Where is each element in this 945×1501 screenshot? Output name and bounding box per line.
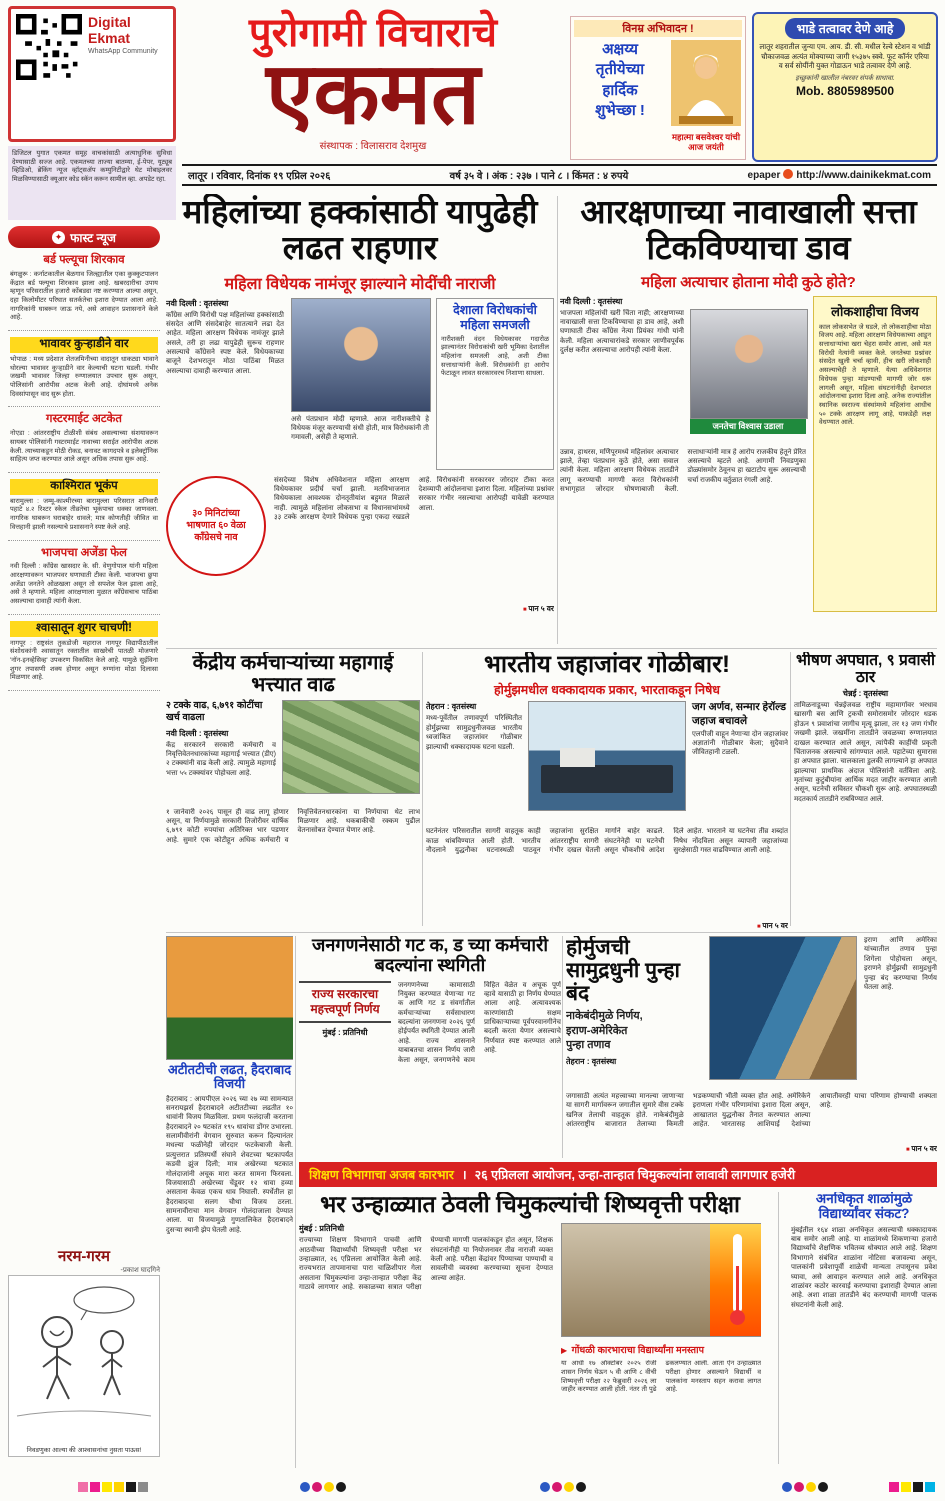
column-rule <box>422 652 423 926</box>
article-dateline: नवी दिल्ली : वृतसंस्था <box>166 298 229 308</box>
fast-news-item-title: श्वासातून शुगर चाचणी! <box>10 621 158 637</box>
tribute-caption-line2: आज जयंती <box>688 142 724 153</box>
greeting-line: शुभेच्छा ! <box>595 101 645 119</box>
column-rule <box>790 652 791 926</box>
list-item <box>8 331 160 407</box>
article-ship-attack <box>426 652 788 930</box>
article-kicker-line: इराण-अमेरिकेत <box>566 1024 628 1037</box>
article-body: घटनेनंतर परिसरातील सागरी वाहतूक काही काळ थांबविण्यात आली होती. भारतीय नौदलाने युद्धनौका घटनास्थळी पाठवून जहाजांना सुरक्षित मार्गाने बाहेर काढले. आंतरराष्ट्रीय सागरी संघटनेनेही या घटनेची गंभीर दखल घेतली असून चौकशीचे आदेश दिले आहेत. भारताने या घटनेचा तीव्र शब्दांत निषेध नोंदविला असून व्यापारी जहाजांच्या सुरक्षेसाठी गस्त वाढविण्यात आली आहे. <box>426 828 788 855</box>
education-banner <box>299 1162 937 1187</box>
article-accident <box>794 652 937 930</box>
fast-news-header <box>8 226 160 248</box>
print-registration-mark <box>552 1482 562 1492</box>
democracy-sidebox <box>813 296 937 612</box>
article-kicker-line: नाकेबंदीमुळे निर्णय, <box>566 1010 643 1023</box>
digital-box-title: Digital Ekmat <box>88 14 131 47</box>
article-headline: महिलांच्या हक्कांसाठी यापुढेही लढत राहणार <box>182 194 538 267</box>
article-dateline: मुंबई : प्रतिनिधी <box>299 1224 345 1234</box>
article-body: मध्य-पूर्वेतील तणावपूर्ण परिस्थितीत होर्मुझच्या सामुद्रधुनीजवळ भारतीय ध्वजांकित जहाजांवर गोळीबार झाल्याची धक्कादायक घटना घडली. <box>426 715 522 751</box>
sidebox-title: देशाला विरोधकांची महिला समजली <box>453 302 537 332</box>
page-jump-note: ■ पान ५ वर <box>426 921 788 930</box>
print-registration-mark <box>300 1482 310 1492</box>
photo-caption: जनतेचा विश्वास उडाला <box>690 419 806 434</box>
article-women-rights <box>166 194 554 646</box>
article-body: तामिळनाडूच्या चेन्नईजवळ राष्ट्रीय महामार्गावर भरधाव खासगी बस आणि ट्रकची समोरासमोर जोरदार धडक होऊन ९ प्रवाशांचा जागीच मृत्यू झाला, तर १३ जण गंभीर जखमी झाले. जखमींना तातडीने जवळच्या रुग्णालयात दाखल करण्यात आले असून, त्यांपैकी काहींची प्रकृती चिंताजनक असल्याचे सांगण्यात आले. पहाटेच्या सुमारास हा अपघात झाला. चालकाला डुलकी लागल्याने हा अपघात झाल्याचा प्राथमिक अंदाज पोलिसांनी वर्तविला आहे. मृतांच्या कुटुंबीयांना आर्थिक मदत जाहीर करण्यात आली असून, घटनेची सविस्तर चौकशी सुरू आहे. अपघातस्थळी मदतकार्य तातडीने राबविण्यात आले. <box>794 702 937 803</box>
print-registration-mark <box>312 1482 322 1492</box>
article-body: इराण आणि अमेरिका यांच्यातील तणाव पुन्हा शिगेला पोहोचला असून, इराणने होर्मुझची सामुद्रधुनी पुन्हा बंद करण्याचा निर्णय घेतला आहे. <box>864 937 937 991</box>
article-dateline: तेहरान : वृतसंस्था <box>566 1057 617 1067</box>
print-registration-mark <box>913 1482 923 1492</box>
print-registration-mark <box>889 1482 899 1492</box>
print-registration-mark <box>336 1482 346 1492</box>
article-headline: आरक्षणाच्या नावाखाली सत्ता टिकविण्याचा डाव <box>580 194 917 267</box>
fast-news-panel <box>8 226 160 1242</box>
rent-ad-mobile: Mob. 8805989500 <box>795 84 895 99</box>
column-rule <box>778 1192 779 1464</box>
issue-info: वर्ष ३५ वे । अंक : २३७ । पाने ८ । किंमत : ४ रुपये <box>449 171 629 182</box>
list-item <box>8 248 160 331</box>
photo-caption-title: गोंधळी कारभाराचा विद्यार्थ्यांना मनस्ताप <box>571 1345 704 1357</box>
fast-news-title: फास्ट न्यूज <box>70 230 116 245</box>
cricket-photo <box>166 936 293 1060</box>
article-exam <box>299 1192 761 1468</box>
article-headline: भारतीय जहाजांवर गोळीबार! <box>484 652 730 678</box>
fast-news-item-body: बंगळुरू : कर्नाटकातील बेळगाव जिल्ह्यातील एका कुक्कुटपालन केंद्रात बर्ड फ्ल्यूचा शिरकाव झाला आहे. खबरदारीचा उपाय म्हणून परिसरातील हजारो कोंबड्या नष्ट करण्यात आल्या असून, दहा किलोमीटर परिघात सतर्कतेचा इशारा देण्यात आला आहे. नागरिकांनी घाबरून जाऊ नये, असे आवाहन प्रशासनाने केले आहे. <box>10 270 158 322</box>
banner-rest: २६ एप्रिलला आयोजन, उन्हा-तान्हात चिमुकल्यांना लावावी लागणार हजेरी <box>474 1168 796 1182</box>
print-registration-mark <box>901 1482 911 1492</box>
article-headline: केंद्रीय कर्मचाऱ्यांच्या महागाई भत्त्यात वाढ <box>192 652 394 696</box>
sidebox-body: नारीशक्ती वंदन विधेयकावर गदारोळ झाल्यानंतर विरोधकांची खरी भूमिका देशातील महिलांना समजली आहे, अशी टीका सत्ताधाऱ्यांनी केली. विरोधकांनी हा आरोप फेटाळून लावत सरकारवरच निशाणा साधला. <box>441 335 549 378</box>
fast-news-item-title: गस्टरमाईट अटकेत <box>46 413 122 426</box>
tribute-box <box>570 16 746 160</box>
article-headline: भर उन्हाळ्यात ठेवली चिमुकल्यांची शिष्यवृत्ती परीक्षा <box>320 1192 740 1217</box>
thermometer-graphic <box>710 1224 761 1336</box>
article-body: उन्नाव, हाथरस, मणिपूरमध्ये महिलांवर अत्याचार झाले, तेव्हा पंतप्रधान कुठे होते, असा सवाल त्यांनी केला. महिला आरक्षण विधेयक तातडीने लागू करण्याची मागणी करत विरोधकांनी सभागृहात जोरदार घोषणाबाजी केली. सत्ताधाऱ्यांनी मात्र हे आरोप राजकीय हेतूने प्रेरित असल्याचे म्हटले आहे. आगामी निवडणुका डोळ्यांसमोर ठेवूनच हा खटाटोप सुरू असल्याची चर्चा राजकीय वर्तुळात रंगली आहे. <box>560 448 806 494</box>
epaper-label: epaper <box>747 170 781 181</box>
digital-promo-box <box>8 6 176 142</box>
fast-news-item-title: काश्मिरात भूकंप <box>10 479 158 495</box>
print-registration-mark <box>818 1482 828 1492</box>
date-strip <box>182 164 937 186</box>
print-registration-mark <box>102 1482 112 1492</box>
article-dateline: नवी दिल्ली : वृतसंस्था <box>166 728 229 738</box>
print-registration-mark <box>126 1482 136 1492</box>
article-headline: जनगणनेसाठी गट क, ड च्या कर्मचारी बदल्यांना स्थगिती <box>311 936 549 975</box>
website-url[interactable]: http://www.dainikekmat.com <box>796 170 931 181</box>
article-headline: होर्मुजची सामुद्रधुनी पुन्हा बंद <box>566 936 680 1006</box>
article-subhead: महिला विधेयक नामंजूर झाल्याने मोदींची नाराजी <box>224 275 496 293</box>
article-kicker: २ टक्के वाढ, ६,७९१ कोटींचा खर्च वाढला <box>166 700 263 724</box>
article-body: संसदेच्या विशेष अधिवेशनात महिला आरक्षण विधेयकावर प्रदीर्घ चर्चा झाली. मतविभाजनात विधेयकाला आवश्यक दोनतृतीयांश बहुमत मिळाले नाही. त्यामुळे महिलांना लोकसभा व विधानसभांमध्ये ३३ टक्के आरक्षण देणारे विधेयक पुन्हा एकदा रखडले आहे. विरोधकांनी सरकारवर जोरदार टीका करत देशव्यापी आंदोलनाचा इशारा दिला. महिलांच्या प्रश्नांवर सरकार गंभीर नसल्याचा आरोपही यावेळी करण्यात आला. <box>274 476 554 522</box>
print-registration-mark <box>114 1482 124 1492</box>
print-registration-mark <box>794 1482 804 1492</box>
fast-news-item-body: नवी दिल्ली : काँग्रेस खासदार के. सी. वेणुगोपाल यांनी महिला आरक्षणावरून भाजपवर घणाघाती टीका केली. भाजपचा छुपा अजेंडा जनतेने ओळखला असून तो सपशेल फेल झाला आहे, असे ते म्हणाले. महिला आरक्षणाला मुळात काँग्रेसचाच पाठिंबा असल्याचा दावाही त्यांनी केला. <box>10 563 158 606</box>
article-kicker: राज्य सरकारचा महत्त्वपूर्ण निर्णय <box>299 981 391 1023</box>
column-rule <box>295 936 296 1468</box>
cartoon-box <box>8 1275 160 1457</box>
article-body: मुंबईतील १६४ शाळा अनधिकृत असल्याची धक्कादायक बाब समोर आली आहे. या शाळांमध्ये शिकणाऱ्या हजारो विद्यार्थ्यांचे शैक्षणिक भवितव्य धोक्यात आले आहे. शिक्षण विभागाने संबंधित शाळांना नोटिसा बजावल्या असून, पालकांनी प्रवेशापूर्वी शाळेची मान्यता तपासूनच प्रवेश घ्यावा, असे आवाहन करण्यात आले आहे. अनधिकृत शाळांवर कठोर कारवाई करण्याचा इशाराही देण्यात आला आहे. अशा शाळा तातडीने बंद करण्याची मागणी पालक संघटनांनी केली आहे. <box>791 1226 937 1309</box>
article-reservation <box>560 194 937 646</box>
fast-news-item-title: भाजपचा अजेंडा फेल <box>41 546 127 559</box>
print-registration-mark <box>925 1482 935 1492</box>
fast-news-item-body: बारामुल्ला : जम्मू-काश्मीरच्या बारामुल्ला परिसरात शनिवारी पहाटे ४.२ रिश्टर स्केल तीव्रतेचा भूकंपाचा धक्का जाणवला. नागरिक घाबरून घराबाहेर धावले; मात्र कोणतीही जीवित वा वित्तहानी झाली नसल्याचे प्रशासनाने स्पष्ट केले आहे. <box>10 497 158 531</box>
greeting-line: हार्दिक <box>602 81 638 99</box>
edition-dateline: लातूर । रविवार, दिनांक १९ एप्रिल २०२६ <box>188 171 331 182</box>
ship-photo <box>528 701 686 811</box>
article-body: भाजपला महिलांची खरी चिंता नाही; आरक्षणाच्या नावाखाली सत्ता टिकविण्याचा हा डाव आहे, अशी घणाघाती टीका काँग्रेस नेत्या प्रियंका गांधी यांनी केली. महिला अत्याचारांकडे सरकार जाणीवपूर्वक दुर्लक्ष करीत असल्याचा आरोपही त्यांनी केला. <box>560 309 684 355</box>
article-body: हैदराबाद : आयपीएल २०२६ च्या २७ व्या सामन्यात सनरायझर्स हैदराबादने अटीतटीच्या लढतीत १० धावांनी विजय मिळविला. प्रथम फलंदाजी करताना हैदराबादने २० षटकांत १९५ धावांचा डोंगर उभारला. सलामीवीरांनी वेगवान सुरुवात करून दिल्यानंतर मधल्या फळीनेही जोरदार फटकेबाजी केली. प्रत्युत्तरात प्रतिस्पर्धी संघाने शेवटच्या षटकापर्यंत कडवी झुंज दिली; मात्र अखेरच्या षटकात गोलंदाजांनी अचूक मारा करत सामना फिरवला. विजयासाठी अखेरच्या चेंडूवर १२ धावा हव्या असताना केवळ एकच धाव निघाली. स्पर्धेतील हा हैदराबादचा सलग चौथा विजय ठरला. सामनावीराचा मान वेगवान गोलंदाजाला देण्यात आला. या विजयामुळे गुणतालिकेत हैदराबादने दुसऱ्या स्थानी झेप घेतली आहे. <box>166 1095 293 1234</box>
greeting-line: अक्षय्य <box>602 41 638 58</box>
article-cricket <box>166 936 293 1468</box>
list-item <box>8 407 160 473</box>
speech-stat-badge: ३० मिनिटांच्या भाषणात ६० वेळा काँग्रेसचे नाव <box>166 476 266 576</box>
masthead-title: एकमत <box>265 46 481 142</box>
regmarks-left <box>78 1478 150 1496</box>
article-body: असे पंतप्रधान मोदी म्हणाले. आज नारीशक्तीचे हे विधेयक मंजूर करण्याची संधी होती, मात्र विरोधकांनी ती गमावली, असेही ते म्हणाले. <box>291 415 429 442</box>
priyanka-photo <box>690 309 808 419</box>
article-kicker-line: पुन्हा तणाव <box>566 1038 611 1051</box>
section-rule <box>166 932 937 933</box>
print-registration-mark <box>576 1482 586 1492</box>
satellite-photo <box>709 936 857 1080</box>
tribute-label: विनम्र अभिवादन ! <box>574 20 742 37</box>
article-da-hike <box>166 652 420 930</box>
list-item <box>8 615 160 691</box>
article-subhead: होर्मुझमधील धक्कादायक प्रकार, भारताकडून निषेध <box>494 683 720 698</box>
epaper-info <box>748 169 931 181</box>
regmarks-circles <box>540 1478 588 1496</box>
print-registration-mark <box>564 1482 574 1492</box>
page-jump-note: ■ पान ५ वर <box>566 1144 937 1154</box>
tribute-caption-line1: महात्मा बसवेश्वर यांची <box>671 132 741 142</box>
print-registration-mark <box>324 1482 334 1492</box>
article-dateline: चेन्नई : वृतसंस्था <box>842 689 889 699</box>
qr-code <box>16 14 82 80</box>
banner-separator: । <box>461 1168 467 1182</box>
fast-news-item-body: भोपाळ : मध्य प्रदेशात शेतजमिनीच्या वादातून धाकट्या भावाने थोरल्या भावावर कुऱ्हाडीने वार केल्याची घटना घडली. गंभीर जखमी भावावर जिल्हा रुग्णालयात उपचार सुरू असून, पोलिसांनी आरोपीस अटक केली आहे. दोघांमध्ये अनेक दिवसांपासून वाद सुरू होता. <box>10 355 158 398</box>
cartoon-caption: निवडणुका आल्या की आश्वासनांचा नुसता पाऊस! <box>26 1447 142 1454</box>
sidebox-body: काल लोकसभेत जे घडले, तो लोकशाहीचा मोठा विजय आहे. महिला आरक्षण विधेयकाच्या आडून सत्ताधाऱ्यांचा खरा चेहरा समोर आला, असे मत विरोधी नेत्यांनी व्यक्त केले. जनतेच्या प्रश्नांवर संसदेत खुली चर्चा व्हावी, हीच खरी लोकशाही असल्याचेही ते म्हणाले. येत्या अधिवेशनात विधेयक पुन्हा मांडण्याची मागणी जोर धरू लागली असून, महिला संघटनांनीही देशभरात आंदोलनाचा इशारा दिला आहे. अनेक राज्यांतील स्थानिक स्वराज्य संस्थांमध्ये महिलांना आधीच ५० टक्के आरक्षण लागू आहे, याकडेही लक्ष वेधण्यात आले. <box>819 323 931 427</box>
article-dateline: मुंबई : प्रतिनिधी <box>322 1027 368 1037</box>
print-registration-mark <box>806 1482 816 1492</box>
article-body: १ जानेवारी २०२६ पासून ही वाढ लागू होणार असून, या निर्णयामुळे सरकारी तिजोरीवर वार्षिक ६,७९१ कोटी रुपयांचा अतिरिक्त भार पडणार आहे. सुमारे एक कोटीहून अधिक कर्मचारी व निवृत्तिवेतनधारकांना या निर्णयाचा थेट लाभ मिळणार आहे. थकबाकीची रक्कम पुढील वेतनासोबत देण्यात येणार आहे. <box>166 808 420 844</box>
print-registration-mark <box>78 1482 88 1492</box>
article-census <box>299 936 561 1158</box>
article-dateline: तेहरान : वृतसंस्था <box>426 702 477 712</box>
digital-box-subtitle: WhatsApp Community <box>88 48 158 56</box>
regmarks-circles <box>300 1478 348 1496</box>
cartoon-byline: -प्रकाश घादगिने <box>120 1267 160 1274</box>
masthead <box>182 12 564 160</box>
article-dateline: नवी दिल्ली : वृतसंस्था <box>560 296 623 306</box>
cartoon-title: नरम-गरम <box>58 1248 110 1265</box>
regmarks-right <box>889 1478 937 1496</box>
masthead-founder: संस्थापक : विलासराव देशमुख <box>319 140 427 152</box>
article-body: जगासाठी अत्यंत महत्त्वाच्या मानल्या जाणाऱ्या या सागरी मार्गावरून जगातील सुमारे वीस टक्के खनिज तेलाची वाहतूक होते. नाकेबंदीमुळे आंतरराष्ट्रीय बाजारात तेलाच्या किमती भडकण्याची भीती व्यक्त होत आहे. अमेरिकेने इराणला गंभीर परिणामांचा इशारा दिला असून, आखातात युद्धनौका तैनात करण्यात आल्या आहेत. भारतासह आशियाई देशांच्या आयातीवरही याचा परिणाम होण्याची शक्यता आहे. <box>566 1093 937 1129</box>
sidebox-title: लोकशाहीचा विजय <box>831 303 919 319</box>
cartoon-sketch <box>9 1276 159 1426</box>
print-registration-mark <box>782 1482 792 1492</box>
article-body: केंद्र सरकारने सरकारी कर्मचारी व निवृत्तिवेतनधारकांच्या महागाई भत्त्यात (डीए) २ टक्क्यांनी वाढ केली आहे. त्यामुळे महागाई भत्ता ५५ टक्क्यांवर पोहोचला आहे. <box>166 741 276 777</box>
digital-box-text: डिजिटल युगात एकमत समूह वाचकांसाठी अत्याधुनिक सुविधा देण्यासाठी सज्ज आहे. एकमतच्या ताज्या बातम्या, ई-पेपर, यूट्यूब व्हिडिओ, ब्रेकिंग न्यूज व्हॉट्सॲप कम्युनिटीद्वारे थेट मोबाइलवर मिळविण्यासाठी क्यूआर कोड स्कॅन करून सामील व्हा. अपडेट रहा. <box>8 146 176 220</box>
article-headline: अनधिकृत शाळांमुळे विद्यार्थ्यांवर संकट? <box>815 1192 913 1221</box>
epaper-globe-icon <box>783 169 793 179</box>
article-headline: भीषण अपघात, ९ प्रवासी ठार <box>796 652 935 687</box>
modi-photo <box>291 298 431 412</box>
article-body: एलपीजी वाहून नेणाऱ्या दोन जहाजांवर अज्ञातांनी गोळीबार केला; सुदैवाने जीवितहानी टळली. <box>692 730 788 757</box>
print-registration-mark <box>540 1482 550 1492</box>
fast-news-item-body: नोएडा : आंतरराष्ट्रीय टोळीशी संबंध असल्याच्या संशयावरून सायबर पोलिसांनी गस्टरमाईट नावाच्या सराईत आरोपीस अटक केली. त्याच्याकडून मोठी रोकड, बनावट कागदपत्रे व इलेक्ट्रॉनिक साहित्य जप्त करण्यात आले असून अधिक तपास सुरू आहे. <box>10 430 158 464</box>
article-body: काँग्रेस आणि विरोधी पक्ष महिलांच्या हक्कांसाठी संसदेत आणि संसदेबाहेर सातत्याने लढा देत आहेत. महिला आरक्षण विधेयक नामंजूर झाले असले, तरी हा लढा यापुढेही सुरूच राहणार असल्याचे काँग्रेसने स्पष्ट केले. विधेयकाच्या बाजूने देशभरातून मोठा पाठिंबा मिळत असल्याचा दावाही करण्यात आला. <box>166 311 284 375</box>
column-rule <box>557 196 558 644</box>
article-body: जनगणनेच्या कामासाठी नियुक्त करण्यात येणाऱ्या गट क आणि गट ड संवर्गातील कर्मचाऱ्यांच्या सर्वसाधारण बदल्यांना जनगणना २०२६ पूर्ण होईपर्यंत स्थगिती देण्यात आली आहे. राज्य शासनाने याबाबतचा शासन निर्णय जारी केला असून, जनगणनेचे काम विहित वेळेत व अचूक पूर्ण व्हावे यासाठी हा निर्णय घेण्यात आला आहे. अत्यावश्यक कारणांसाठी सक्षम प्राधिकाऱ्याच्या पूर्वपरवानगीनेच बदली करता येणार असल्याचे निर्णयात स्पष्ट करण्यात आले आहे. <box>398 981 561 1064</box>
article-hormuz <box>566 936 937 1158</box>
rent-ad <box>752 12 938 162</box>
page-jump-note: ■ पान ५ वर <box>274 604 554 614</box>
banner-lead: शिक्षण विभागाचा अजब कारभार <box>309 1168 454 1182</box>
rent-ad-body: लातूर शहरातील जुन्या एम. आय. डी. सी. मधील रेल्वे स्टेशन व भांडी चौकाजवळ अत्यंत मोक्याच्या जागी १५३७५ स्क्वे. फूट कॉर्नर एरिया व सर्व सोयींनी युक्त गोडाऊन भाडे तत्वावर देणे आहे. <box>759 42 931 71</box>
currency-photo <box>282 700 420 794</box>
fast-news-item-body: नागपूर : राष्ट्रसंत तुकडोजी महाराज नागपूर विद्यापीठातील संशोधकांनी श्वासातून रक्तातील साखरेची पातळी मोजणारे 'नॉन-इनव्हेसिव्ह' उपकरण विकसित केले आहे. यामुळे सुईविना शुगर तपासणी शक्य होणार असून रुग्णांना मोठा दिलासा मिळणार आहे. <box>10 639 158 682</box>
article-subhead: महिला अत्याचार होताना मोदी कुठे होते? <box>641 273 856 291</box>
article-headline: अटीतटीची लढत, हैदराबाद विजयी <box>167 1062 292 1092</box>
tribute-greeting <box>574 40 666 152</box>
list-item <box>8 473 160 541</box>
caption-arrow-icon: ▶ <box>561 1346 568 1356</box>
masthead-tagline: पुरोगामी विचाराचे <box>248 11 498 55</box>
greeting-line: तृतीयेच्या <box>595 61 645 79</box>
inner-headline: जग अर्णव, सन्मार हेरॉल्ड जहाज बचावले <box>692 701 787 727</box>
saint-image <box>670 40 742 126</box>
section-rule <box>166 648 937 649</box>
rent-ad-title: भाडे तत्वावर देणे आहे <box>785 18 906 39</box>
column-rule <box>562 936 563 1158</box>
print-registration-mark <box>138 1482 148 1492</box>
classroom-photo <box>561 1223 761 1337</box>
fast-news-item-title: भावावर कुऱ्हाडीने वार <box>10 337 158 353</box>
fast-news-item-title: बर्ड फ्ल्यूचा शिरकाव <box>43 254 125 266</box>
fast-news-icon: ✦ <box>52 231 65 244</box>
photo-caption-body: या आधी १७ ऑक्टोबर २०२५ रोजी शासन निर्णय घेऊन ५ वी आणि ८ वीची शिष्यवृत्ती परीक्षा २२ फेब्रुवारी २०२६ ला जाहीर करण्यात आली होती. नंतर ती पुढे ढकलण्यात आली. आता ऐन उन्हाळ्यात परीक्षा होणार असल्याने विद्यार्थी व पालकांना मनस्ताप सहन करावा लागत आहे. <box>561 1360 761 1394</box>
article-body: राज्याच्या शिक्षण विभागाने पाचवी आणि आठवीच्या विद्यार्थ्यांची शिष्यवृत्ती परीक्षा भर उन्हाळ्यात, २६ एप्रिलला आयोजित केली आहे. राज्यभरात तापमानाचा पारा चाळिशीपार गेला असताना चिमुकल्यांना उन्हा-तान्हात परीक्षा केंद्र गाठावे लागणार आहे. सकाळच्या सत्रात परीक्षा घेण्याची मागणी पालकांकडून होत असून, शिक्षक संघटनांनीही या नियोजनावर तीव्र नाराजी व्यक्त केली आहे. परीक्षा केंद्रांवर पिण्याच्या पाण्याची व सावलीची व्यवस्था करण्याच्या सूचना देण्यात आल्या आहेत. <box>299 1237 553 1292</box>
regmarks-circles <box>782 1478 830 1496</box>
rent-ad-note: इच्छुकांनी खालील नंबरवर संपर्क साधावा. <box>795 75 895 83</box>
article-unauthorized-schools <box>791 1192 937 1468</box>
print-registration-mark <box>90 1482 100 1492</box>
list-item <box>8 541 160 615</box>
cartoon-section <box>8 1246 160 1472</box>
